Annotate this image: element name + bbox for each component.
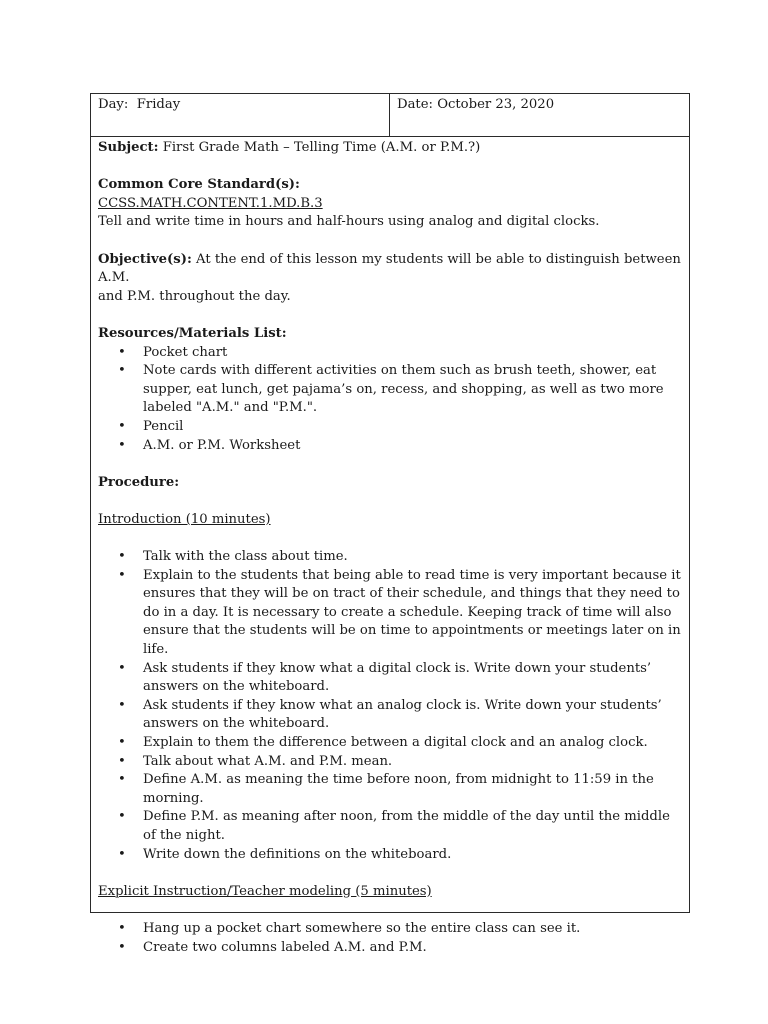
resources-list — [98, 344, 682, 456]
lesson-plan-table — [90, 93, 690, 955]
subject-value: First Grade Math – Telling Time (A.M. or P.M.?) — [162, 140, 481, 155]
list-item: • Define P.M. as meaning after noon, from the middle of the day until the middle of the night. — [98, 808, 682, 845]
standard-code: CCSS.MATH.CONTENT.1.MD.B.3 — [98, 195, 323, 211]
procedure-label: Procedure: — [98, 474, 180, 490]
introduction-list — [98, 548, 682, 864]
list-item: • Write down the definitions on the whiteboard. — [98, 846, 682, 865]
objectives-label: Objective(s): — [98, 251, 192, 267]
list-item: • Define A.M. as meaning the time before noon, from midnight to 11:59 in the morning. — [98, 771, 682, 808]
header-row — [91, 94, 689, 137]
list-item: • Pencil — [98, 418, 682, 437]
objectives-text-line2: and P.M. throughout the day. — [98, 288, 291, 304]
date-value: October 23, 2020 — [437, 97, 555, 112]
day-cell — [91, 94, 390, 136]
list-item: • Hang up a pocket chart somewhere so the entire class can see it. — [98, 920, 682, 939]
standards-label: Common Core Standard(s): — [98, 177, 300, 193]
resources-label: Resources/Materials List: — [98, 325, 287, 341]
list-item: • Ask students if they know what a digital clock is. Write down your students’ answers on the whiteboard. — [98, 660, 682, 697]
standard-description: Tell and write time in hours and half-hours using analog and digital clocks. — [98, 214, 600, 230]
day-label: Day: — [98, 97, 129, 112]
lesson-body — [91, 137, 689, 957]
subject-line — [98, 139, 682, 158]
objectives-text-line1: At the end of this lesson my students will be able to distinguish between A.M. — [98, 251, 681, 286]
date-cell — [390, 94, 689, 136]
date-label: Date: — [397, 97, 433, 112]
day-value: Friday — [136, 97, 181, 112]
list-item: • Talk about what A.M. and P.M. mean. — [98, 753, 682, 772]
list-item: • Note cards with different activities on them such as brush teeth, shower, eat supper, eat lunch, get pajama’s on, recess, and shopping, as well as two more labeled "A.M." and "P.M.". — [98, 362, 682, 418]
list-item: • Talk with the class about time. — [98, 548, 682, 567]
subject-label: Subject: — [98, 140, 159, 155]
introduction-heading: Introduction (10 minutes) — [98, 511, 271, 527]
list-item: • Pocket chart — [98, 344, 682, 363]
list-item: • Explain to them the difference between a digital clock and an analog clock. — [98, 734, 682, 753]
explicit-instruction-heading: Explicit Instruction/Teacher modeling (5 minutes) — [98, 883, 432, 899]
explicit-instruction-list — [98, 920, 682, 957]
list-item: • Create two columns labeled A.M. and P.M. — [98, 939, 682, 958]
objectives-paragraph — [98, 251, 682, 288]
list-item: • A.M. or P.M. Worksheet — [98, 437, 682, 456]
list-item: • Ask students if they know what an analog clock is. Write down your students’ answers on the whiteboard. — [98, 697, 682, 734]
list-item: • Explain to the students that being able to read time is very important because it ensures that they will be on tract of their schedule, and things that they need to do in a day. It is necessary to create a schedule. Keeping track of time will also ensure that the students will be on time to appointments or meetings later on in life. — [98, 567, 682, 660]
